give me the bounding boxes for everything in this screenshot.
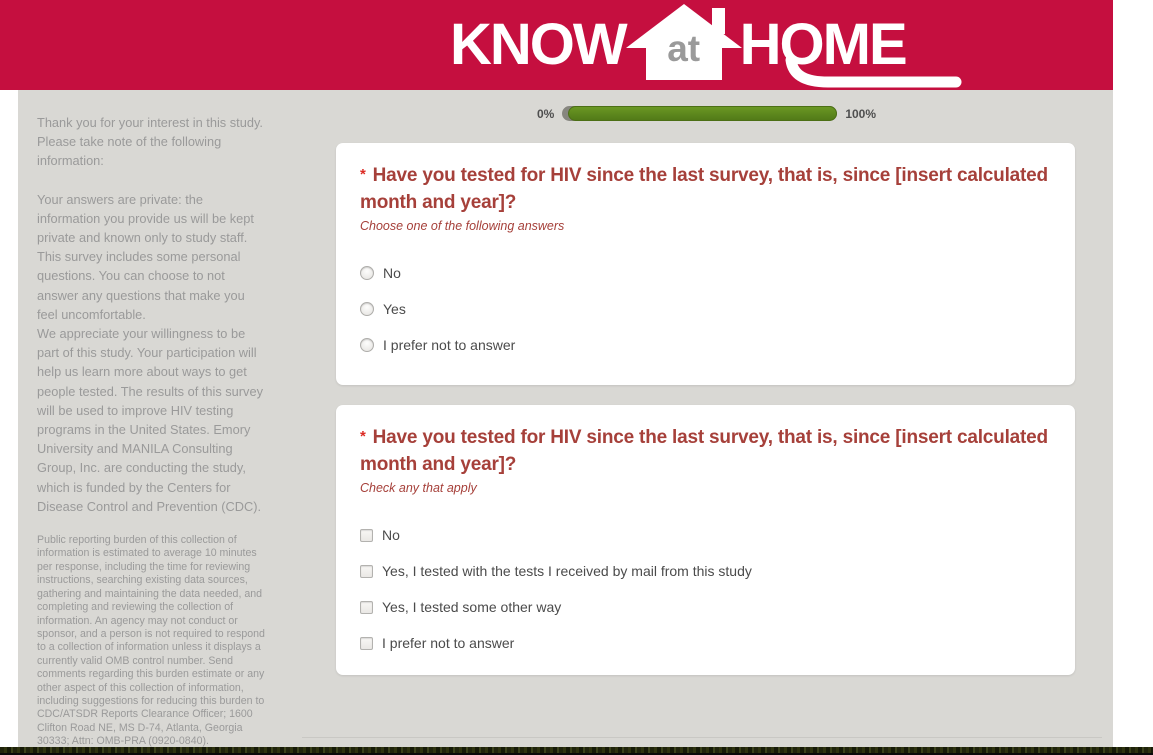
checkbox-option-label: Yes, I tested some other way: [382, 599, 562, 615]
checkbox-option-label: Yes, I tested with the tests I received by mail from this study: [382, 563, 752, 579]
checkbox-icon[interactable]: [360, 637, 373, 650]
radio-button-icon[interactable]: [360, 266, 374, 280]
checkbox-option-label: No: [382, 527, 400, 543]
progress-fill: [568, 106, 838, 121]
logo-home-text: HOME: [739, 12, 906, 77]
sidebar-intro-text: Thank you for your interest in this study. Please take note of the following information:: [37, 115, 263, 169]
house-icon: [624, 2, 744, 88]
checkbox-option-tested-other-way[interactable]: [360, 589, 1051, 625]
checkbox-option-tested-by-mail[interactable]: [360, 553, 1051, 589]
know-at-home-logo: [450, 0, 906, 90]
question-card-checkbox: [336, 405, 1075, 675]
question-1-options: [360, 255, 1051, 363]
question-1-title-text: Have you tested for HIV since the last survey, that is, since [insert calculated month and year]?: [360, 165, 1048, 213]
progress-bar-track: [562, 106, 837, 121]
logo-swoosh-underline: [786, 58, 966, 90]
checkbox-icon[interactable]: [360, 565, 373, 578]
radio-option-label: No: [383, 265, 401, 281]
checkbox-option-no[interactable]: [360, 517, 1051, 553]
sidebar-omb-notice-text: Public reporting burden of this collection of information is estimated to average 10 minutes per response, including the time for reviewing instructions, searching existing data sources, gathering and maintaining the data needed, and completing and reviewing the collection of information. An agency may not conduct or sponsor, and a person is not required to respond to a collection of information unless it displays a currently valid OMB control number. Send comments regarding this burden estimate or any other aspect of this collection of information, including suggestions for reducing this burden to CDC/ATSDR Reports Clearance Officer; 1600 Clifton Road NE, MS D-74, Atlanta, Georgia 30333; Attn: OMB-PRA (0920-0840).: [37, 534, 265, 748]
required-asterisk-icon: *: [360, 166, 366, 183]
checkbox-icon[interactable]: [360, 529, 373, 542]
radio-option-label: I prefer not to answer: [383, 337, 516, 353]
question-2-title-text: Have you tested for HIV since the last survey, that is, since [insert calculated month and year]?: [360, 427, 1048, 475]
radio-option-label: Yes: [383, 301, 406, 317]
survey-main-column: [300, 97, 1113, 675]
footer-divider-line: [302, 737, 1102, 738]
radio-button-icon[interactable]: [360, 302, 374, 316]
sidebar-info-panel: [37, 113, 267, 749]
question-1-title: [360, 163, 1055, 216]
logo-at-text: at: [667, 28, 701, 69]
radio-option-yes[interactable]: [360, 291, 1051, 327]
radio-option-no[interactable]: [360, 255, 1051, 291]
checkbox-option-prefer-not[interactable]: [360, 625, 1051, 661]
checkbox-icon[interactable]: [360, 601, 373, 614]
sidebar-appreciation-text: We appreciate your willingness to be part of this study. Your participation will help us learn more about ways to get people tested. The results of this survey will be used to improve HIV testing programs in the United States. Emory University and MANILA Consulting Group, Inc. are conducting the study, which is funded by the Centers for Disease Control and Prevention (CDC).: [37, 326, 263, 514]
checkbox-option-label: I prefer not to answer: [382, 635, 515, 651]
question-1-instruction: Choose one of the following answers: [360, 219, 565, 233]
radio-button-icon[interactable]: [360, 338, 374, 352]
required-asterisk-icon: *: [360, 428, 366, 445]
radio-option-prefer-not[interactable]: [360, 327, 1051, 363]
progress-bar-row: [300, 106, 1113, 121]
progress-hundred-label: 100%: [845, 106, 877, 121]
question-2-instruction: Check any that apply: [360, 481, 477, 495]
question-2-title: [360, 425, 1055, 478]
question-card-radio: [336, 143, 1075, 385]
sidebar-privacy-text: Your answers are private: the information you provide us will be kept private and known only to study staff. This survey includes some personal questions. You can choose to not answer any questions that make you feel uncomfortable.: [37, 191, 254, 322]
header-banner: [0, 0, 1113, 90]
sidebar-spacer: [37, 171, 267, 190]
house-chimney-shape: [712, 8, 725, 34]
question-2-options: [360, 517, 1051, 661]
progress-zero-label: 0%: [536, 106, 555, 121]
logo-know-text: KNOW: [450, 12, 626, 77]
